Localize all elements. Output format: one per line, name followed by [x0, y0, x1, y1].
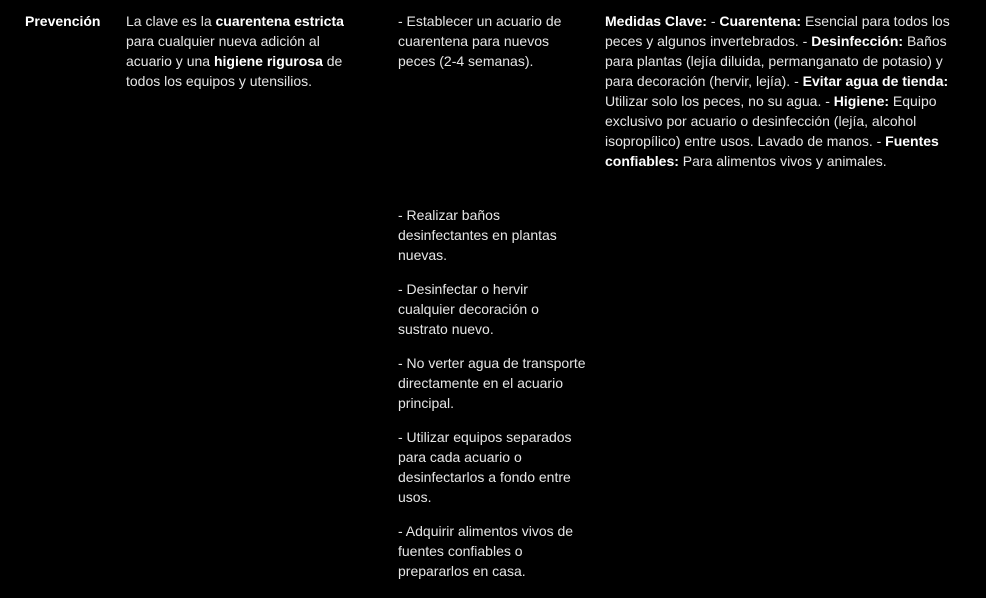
action-item: - Realizar baños desinfectantes en plantas nuevas.: [398, 207, 557, 263]
description-text: para cualquier nueva adición al acuario y una: [126, 33, 320, 69]
measure-label: Higiene:: [833, 93, 890, 109]
measure-text: Utilizar solo los peces, no su agua.: [605, 93, 822, 109]
action-item: - Establecer un acuario de cuarentena para nuevos peces (2-4 semanas).: [398, 13, 562, 69]
action-item: - Utilizar equipos separados para cada acuario o desinfectarlos a fondo entre usos.: [398, 429, 572, 505]
measure-label: Desinfección:: [811, 33, 904, 49]
action-item: - No verter agua de transporte directamente en el acuario principal.: [398, 355, 586, 411]
measure-text: Para alimentos vivos y animales.: [678, 153, 887, 169]
measure-separator: -: [821, 93, 834, 109]
description-text: de todos los equipos y utensilios.: [126, 53, 343, 89]
measure-text: Esencial para todos los peces y algunos invertebrados.: [605, 13, 950, 49]
measure-separator: -: [706, 13, 720, 29]
measure-separator: -: [790, 73, 803, 89]
measure-label: Cuarentena:: [719, 13, 802, 29]
measure-text: Baños para plantas (lejía diluida, permanganato de potasio) y para decoración (hervir, lejía).: [605, 33, 947, 89]
action-item: - Desinfectar o hervir cualquier decoración o sustrato nuevo.: [398, 281, 539, 337]
measures-title: Medidas Clave:: [605, 13, 707, 29]
row-heading: Prevención: [25, 13, 101, 29]
measure-text: Equipo exclusivo por acuario o desinfección (lejía, alcohol isopropílico) entre usos. Lavado de manos.: [605, 93, 937, 149]
row-description: [126, 11, 366, 91]
measure-label: Fuentes confiables:: [605, 133, 939, 169]
key-measures: [605, 11, 955, 171]
measure-separator: -: [798, 33, 812, 49]
action-item: - Adquirir alimentos vivos de fuentes confiables o prepararlos en casa.: [398, 523, 574, 579]
measure-separator: -: [872, 133, 886, 149]
description-text: La clave es la: [126, 13, 216, 29]
measure-label: Evitar agua de tienda:: [802, 73, 949, 89]
description-emphasis: cuarentena estricta: [215, 13, 344, 29]
description-emphasis: higiene rigurosa: [213, 53, 323, 69]
